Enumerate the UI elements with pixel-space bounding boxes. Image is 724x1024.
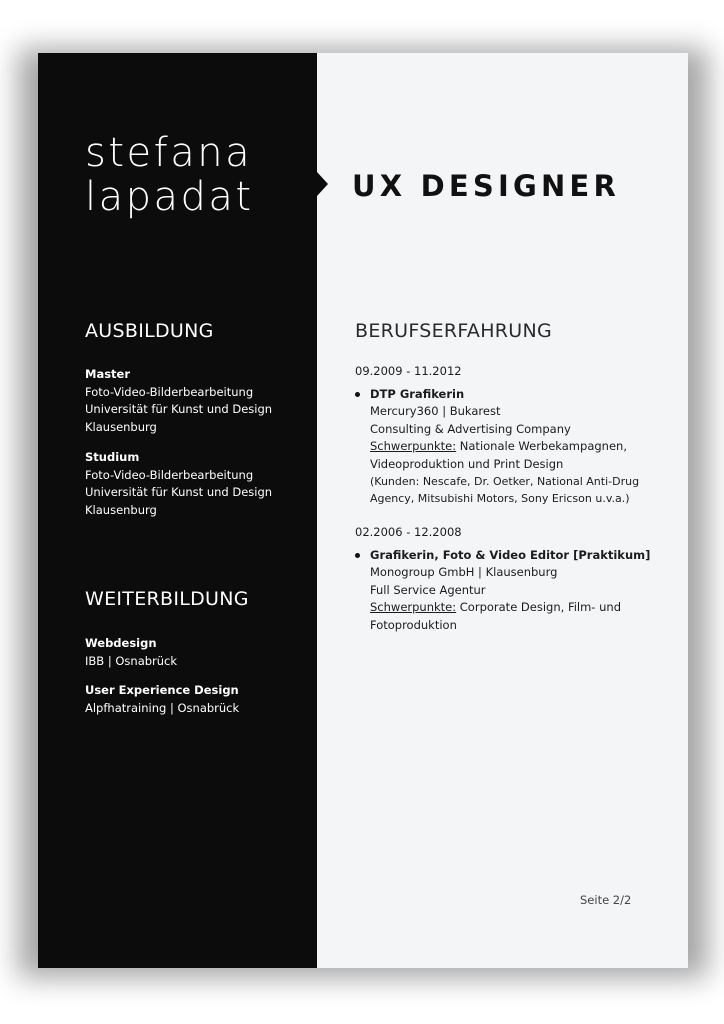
job-focus [355, 599, 675, 617]
education-line: Klausenburg [85, 419, 157, 434]
education-line: Klausenburg [85, 502, 157, 517]
arrow-notch-icon [317, 172, 328, 196]
focus-text: Nationale Werbekampagnen, [456, 439, 627, 453]
job-role: Grafikerin, Foto & Video Editor [Praktikum] [370, 547, 651, 562]
job-clients-cont: Agency, Mitsubishi Motors, Sony Ericson u.v.a.) [370, 492, 630, 505]
job-focus-cont: Fotoproduktion [370, 617, 457, 632]
bullet-icon [355, 392, 360, 397]
job-company-type: Consulting & Advertising Company [370, 421, 571, 436]
last-name: lapadat [85, 174, 254, 220]
education-line: Universität für Kunst und Design [85, 485, 273, 499]
job-role-line [355, 386, 675, 404]
further-education-title: Webdesign [85, 636, 157, 650]
job-company: Monogroup GmbH | Klausenburg [370, 565, 558, 579]
job-role-line [355, 547, 675, 565]
job-focus [355, 438, 675, 456]
education-title: Studium [85, 450, 140, 464]
further-education-heading: WEITERBILDUNG [85, 588, 249, 610]
focus-text: Corporate Design, Film- und [456, 600, 621, 614]
further-education-line: Alpfhatraining | Osnabrück [85, 700, 240, 715]
experience-heading: BERUFSERFAHRUNG [355, 320, 553, 342]
education-item-studium [85, 449, 272, 519]
candidate-name [85, 131, 254, 219]
focus-label: Schwerpunkte: [370, 600, 457, 614]
further-education-item-webdesign [85, 635, 177, 670]
education-heading: AUSBILDUNG [85, 320, 214, 342]
further-education-line: IBB | Osnabrück [85, 653, 178, 668]
first-name: stefana [85, 130, 253, 176]
left-column [38, 53, 317, 968]
resume-sheet [38, 53, 688, 968]
education-line: Universität für Kunst und Design [85, 402, 273, 416]
education-title: Master [85, 367, 131, 381]
experience-job [355, 363, 675, 507]
job-date: 02.2006 - 12.2008 [355, 525, 462, 539]
job-date: 09.2009 - 11.2012 [355, 364, 462, 378]
further-education-title: User Experience Design [85, 683, 239, 697]
further-education-item-ux [85, 682, 239, 717]
education-item-master [85, 366, 272, 436]
job-company: Mercury360 | Bukarest [370, 404, 501, 418]
job-title: UX DESIGNER [352, 169, 620, 203]
education-line: Foto-Video-Bilderbearbeitung [85, 384, 254, 399]
focus-label: Schwerpunkte: [370, 439, 457, 453]
job-focus-cont: Videoproduktion und Print Design [370, 456, 564, 471]
experience-job [355, 524, 675, 634]
job-clients: (Kunden: Nescafe, Dr. Oetker, National Anti-Drug [370, 475, 640, 488]
bullet-icon [355, 553, 360, 558]
job-role: DTP Grafikerin [370, 386, 465, 401]
page-number: Seite 2/2 [580, 893, 632, 907]
job-company-type: Full Service Agentur [370, 582, 486, 597]
education-line: Foto-Video-Bilderbearbeitung [85, 467, 254, 482]
